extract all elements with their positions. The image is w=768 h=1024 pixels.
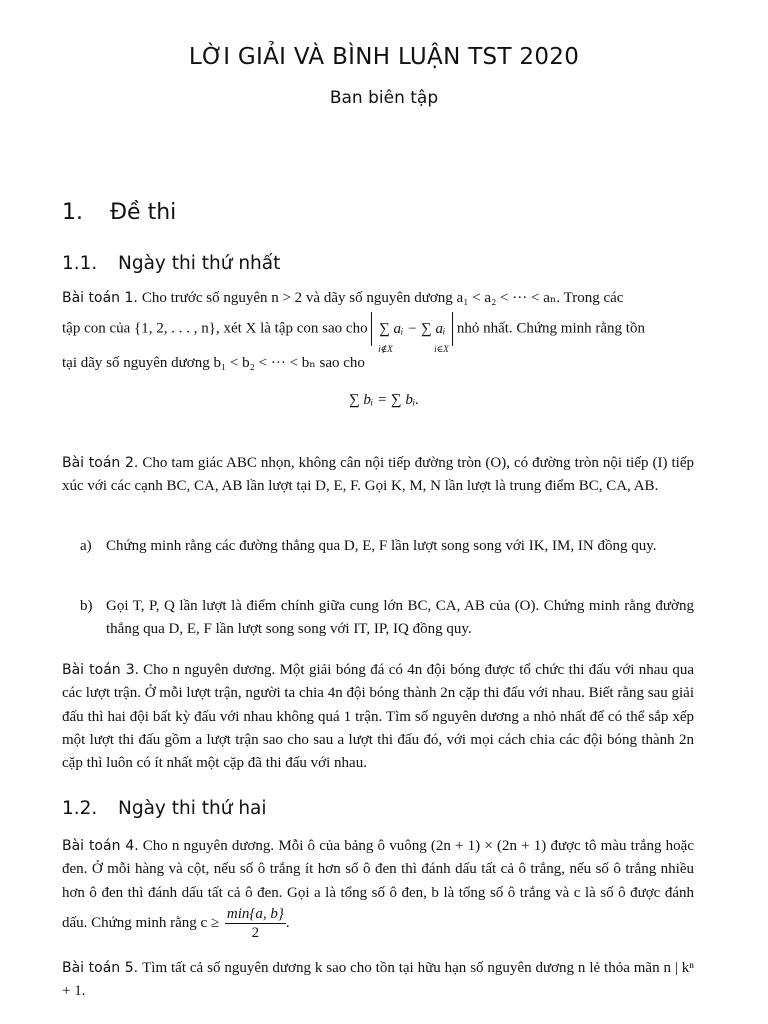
subsection-title: Ngày thi thứ nhất: [118, 253, 281, 274]
problem-3-text: Cho n nguyên dương. Một giải bóng đá có 4n đội bóng được tổ chức thi đấu với nhau qua các lượt trận. Ở mỗi lượt trận, người ta chia 4n đội bóng thành 2n cặp thi đấu với nhau. Biết rằng sau giải đấu thì hai đội bất kỳ đấu với nhau không quá 1 trận. Tìm số nguyên dương a nhỏ nhất để có thể sắp xếp một lượt thi đấu gồm a lượt trận sao cho sau a lượt thi đấu đó, với mọi cách chia các đội bóng thành 2n cặp thì luôn có ít nhất một cặp đã thi đấu với nhau.: [62, 662, 695, 772]
problem-4-text: Cho n nguyên dương. Mỗi ô của bảng ô vuông (2n + 1) × (2n + 1) được tô màu trắng hoặc đen. Ở mỗi hàng và cột, nếu số ô trắng ít hơn số ô đen thì đánh dấu tất cả ô trắng, nếu số ô trắng nhiều hơn ô đen thì đánh dấu tất cả ô đen. Gọi a là tổng số ô đen, b là tổng số ô trắng và c là số ô được đánh dấu. Chứng minh rằng c ≥: [62, 838, 694, 931]
subsection-heading-day2: [62, 798, 267, 819]
abs-expression: [376, 319, 449, 354]
fraction: [225, 905, 286, 942]
problem-4-tail: .: [285, 914, 290, 931]
section-number: 1.: [62, 200, 83, 225]
problem-1-line-3: tại dãy số nguyên dương b₁ < b₂ < ··· < bₙ sao cho: [62, 355, 365, 372]
fraction-numerator: min{a, b}: [226, 905, 284, 922]
problem-3: [62, 659, 694, 775]
problem-label: Bài toán 2.: [62, 455, 139, 471]
problem-1-line-1: [62, 287, 694, 310]
part-a-text: Chứng minh rằng các đường thẳng qua D, E, F lần lượt song song với IK, IM, IN đồng quy.: [106, 538, 657, 554]
part-b-text: Gọi T, P, Q lần lượt là điểm chính giữa cung lớn BC, CA, AB của (O). Chứng minh rằng đường thẳng qua D, E, F lần lượt song song với IT, IP, IQ đồng quy.: [106, 598, 694, 638]
part-a-marker: a): [80, 538, 92, 554]
abs-expression-text: ∑ aᵢ − ∑ aᵢ: [379, 320, 446, 337]
problem-2: [62, 452, 694, 499]
section-heading: [62, 200, 176, 225]
problem-5: [62, 957, 694, 1004]
sum-subscript-not-in: i∉X: [378, 343, 393, 354]
problem-label: Bài toán 4.: [62, 838, 139, 854]
subsection-number: 1.1.: [62, 253, 98, 274]
subsection-heading-day1: [62, 253, 280, 274]
subsection-title: Ngày thi thứ hai: [118, 798, 267, 819]
problem-1-line-2: [62, 312, 694, 354]
problem-label: Bài toán 1.: [62, 290, 138, 306]
subsection-number: 1.2.: [62, 798, 98, 819]
abs-bar-right: [452, 312, 453, 346]
section-title: Đề thi: [110, 200, 177, 225]
problem-1: [62, 287, 694, 376]
problem-1-formula: ∑ bᵢ = ∑ bᵢ.: [348, 392, 419, 408]
problem-label: Bài toán 3.: [62, 662, 140, 678]
problem-label: Bài toán 5.: [62, 960, 139, 976]
problem-1-text-2b: nhỏ nhất. Chứng minh rằng tồn: [456, 320, 645, 337]
problem-4: [62, 835, 694, 942]
problem-2-text: Cho tam giác ABC nhọn, không cân nội tiếp đường tròn (O), có đường tròn nội tiếp (I) tiếp xúc với các cạnh BC, CA, AB lần lượt tại D, E, F. Gọi K, M, N lần lượt là trung điểm BC, CA, AB.: [62, 455, 694, 495]
abs-bar-left: [371, 312, 372, 346]
part-b-marker: b): [80, 598, 93, 614]
fraction-denominator: 2: [251, 924, 260, 941]
document-title: LỜI GIẢI VÀ BÌNH LUẬN TST 2020: [188, 44, 580, 70]
problem-5-text: Tìm tất cả số nguyên dương k sao cho tồn tại hữu hạn số nguyên dương n lẻ thỏa mãn n | kⁿ + 1.: [62, 960, 694, 1000]
problem-2-part-a: [80, 535, 694, 558]
problem-1-text-1: Cho trước số nguyên n > 2 và dãy số nguyên dương a₁ < a₂ < ··· < aₙ. Trong các: [141, 290, 624, 306]
document-subtitle: Ban biên tập: [329, 88, 439, 108]
problem-2-part-b: [80, 595, 694, 642]
problem-1-text-2a: tập con của {1, 2, . . . , n}, xét X là tập con sao cho: [62, 320, 368, 337]
sum-subscript-in: i∈X: [434, 343, 449, 354]
